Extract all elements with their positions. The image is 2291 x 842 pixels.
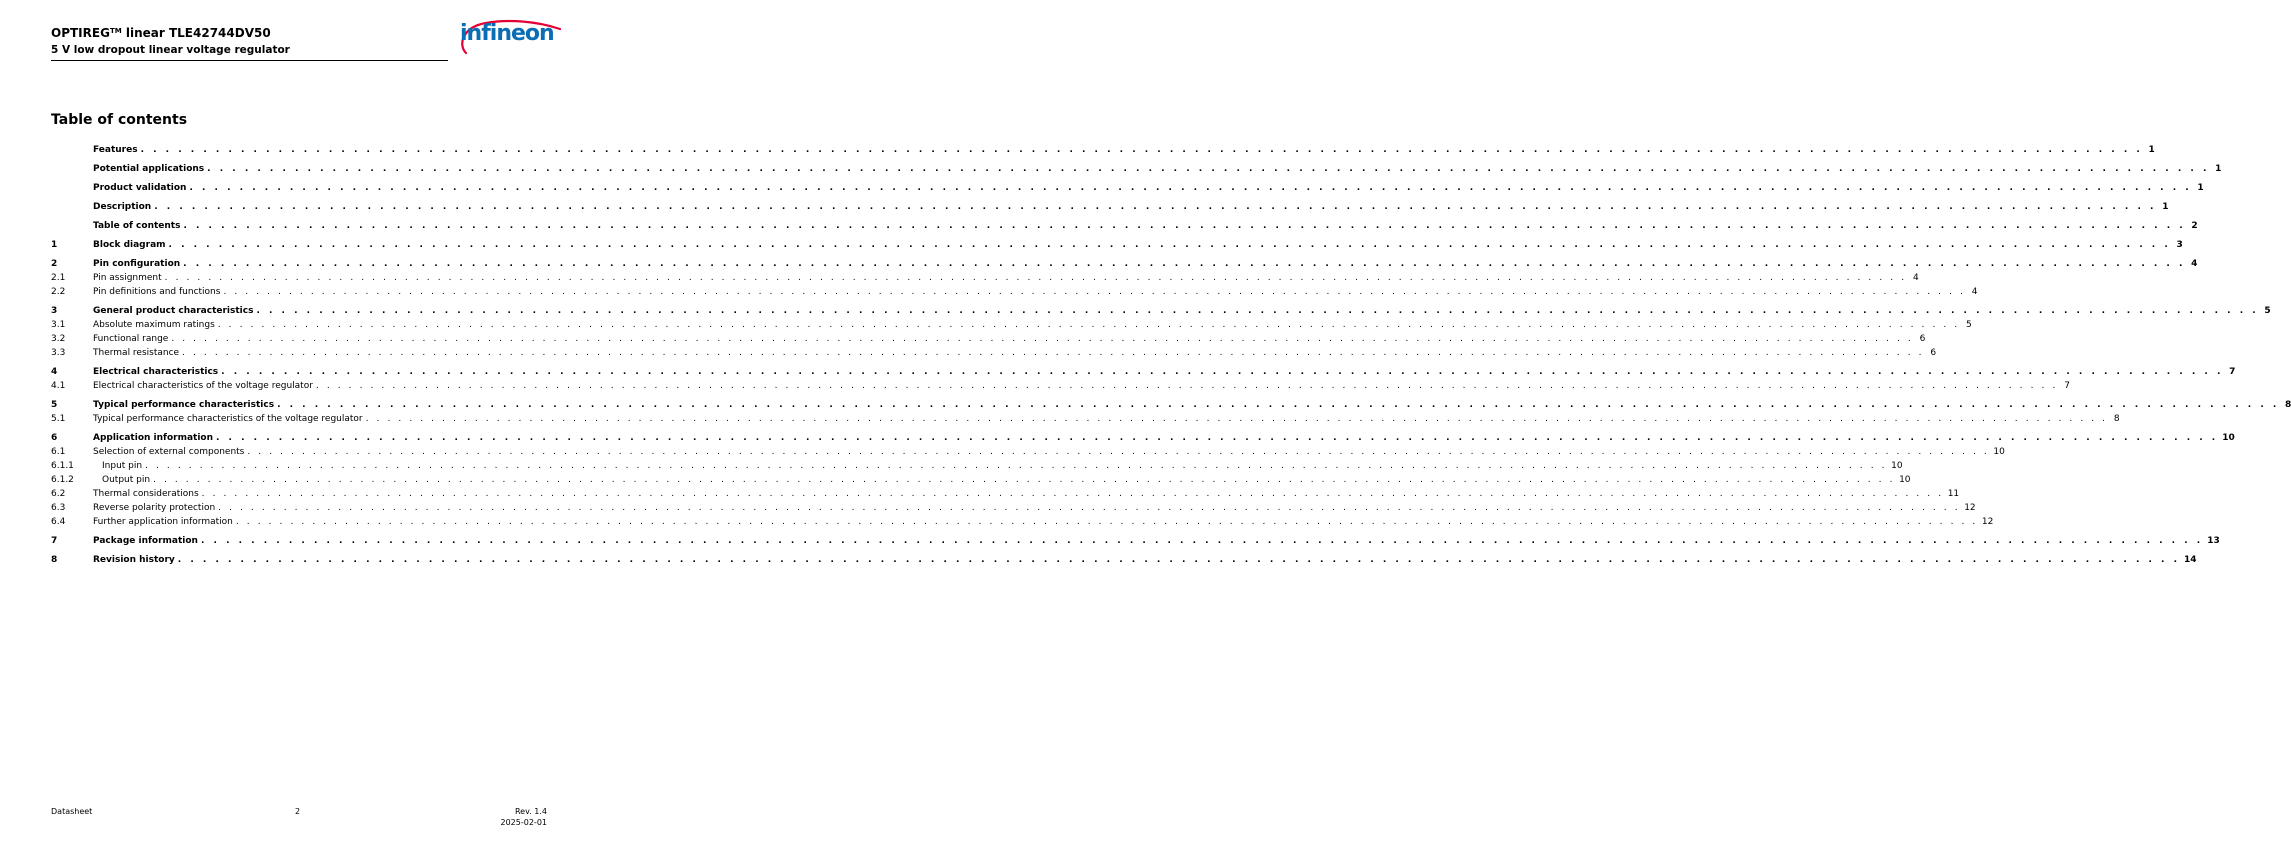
toc-entry-label: Pin definitions and functions: [93, 287, 221, 297]
toc-leader-dots: . . . . . . . . . . . . . . . . . . . . . . . . . . . . . . . . . . . . . . . . . . . . . . . . . . . . . . . . . . . . . . . . . . . . . . . . . . . . . . . . . . . . . . . . . . . . . . . . . . . . . . . . . . . . . . . . . . . . . . . . . . . . . . . . . . . . . . . . . . . . . . . . . . . . . . . . . . . . . . . .: [221, 367, 2224, 377]
header-rule: [51, 60, 448, 61]
toc-entry[interactable]: [51, 272, 1919, 285]
toc-leader-dots: . . . . . . . . . . . . . . . . . . . . . . . . . . . . . . . . . . . . . . . . . . . . . . . . . . . . . . . . . . . . . . . . . . . . . . . . . . . . . . . . . . . . . . . . . . . . . . . . . . . . . . . . . . . . . . . . . . . . . . . . . . . . . . . . . . . . . . . . . . . . . . . . . . . . . . . . . . . . . . . .: [277, 400, 2280, 410]
toc-leader-dots: . . . . . . . . . . . . . . . . . . . . . . . . . . . . . . . . . . . . . . . . . . . . . . . . . . . . . . . . . . . . . . . . . . . . . . . . . . . . . . . . . . . . . . . . . . . . . . . . . . . . . . . . . . . . . . . . . . . . . . . . . . . . . . . . . . . . . . . . . . . . . . . . . . . . . . . . . . . . . . . .: [200, 536, 2204, 546]
toc-entry-body: [93, 319, 1972, 332]
document-title: [51, 24, 451, 41]
toc-entry-body: [93, 258, 2198, 271]
toc-entry-label: Thermal considerations: [93, 489, 199, 499]
toc-entry-page: 1: [2215, 164, 2222, 174]
toc-entry-page: 14: [2184, 555, 2197, 565]
title-prefix: OPTIREG: [51, 26, 110, 40]
toc-entry-number: 6: [51, 433, 58, 443]
toc-entry-page: 6: [1919, 334, 1926, 344]
toc-entry-page: 10: [1891, 461, 1903, 471]
toc-entry-body: [93, 413, 2120, 426]
toc-entry-number: 1: [51, 240, 58, 250]
toc-entry-page: 7: [2229, 367, 2236, 377]
toc-entry-page: 7: [2064, 381, 2070, 391]
toc-entry-page: 13: [2207, 536, 2220, 546]
toc-leader-dots: . . . . . . . . . . . . . . . . . . . . . . . . . . . . . . . . . . . . . . . . . . . . . . . . . . . . . . . . . . . . . . . . . . . . . . . . . . . . . . . . . . . . . . . . . . . . . . . . . . . . . . . . . . . . . . . . . . . . . . . . . . . . . . . . . . . . . . . . . . . . . . . . . . . . . . . . . . . . . . . .: [182, 348, 1925, 358]
toc-entry-body: [93, 399, 2291, 412]
toc-entry-page: 6: [1930, 348, 1937, 358]
toc-entry-page: 1: [2197, 183, 2204, 193]
toc-entry-page: 5: [1966, 320, 1972, 330]
footer-page-number: 2: [295, 807, 301, 816]
toc-entry-body: [93, 182, 2204, 195]
toc-leader-dots: . . . . . . . . . . . . . . . . . . . . . . . . . . . . . . . . . . . . . . . . . . . . . . . . . . . . . . . . . . . . . . . . . . . . . . . . . . . . . . . . . . . . . . . . . . . . . . . . . . . . . . . . . . . . . . . . . . . . . . . . . . . . . . . . . . . . . . . . . . . . . . . . . . . . . . . . . . . . . . . .: [171, 334, 1914, 344]
toc-entry-page: 10: [1993, 447, 2005, 457]
toc-entry-page: 10: [2222, 433, 2235, 443]
toc-entry-page: 1: [2162, 202, 2169, 212]
toc-entry-label: Application information: [93, 433, 213, 443]
toc-entry-label: Absolute maximum ratings: [93, 320, 215, 330]
toc-entry-label: Potential applications: [93, 164, 205, 174]
toc-leader-dots: . . . . . . . . . . . . . . . . . . . . . . . . . . . . . . . . . . . . . . . . . . . . . . . . . . . . . . . . . . . . . . . . . . . . . . . . . . . . . . . . . . . . . . . . . . . . . . . . . . . . . . . . . . . . . . . . . . . . . . . . . . . . . . . . . . . . . . . . . . . . . . . . . . . . . . . . . . . . . . . .: [315, 381, 2058, 391]
footer-date: 2025-02-01: [500, 818, 547, 827]
infineon-logo: [456, 15, 564, 59]
toc-entry-body: [93, 366, 2236, 379]
toc-entry-body: [93, 220, 2198, 233]
toc-entry-number: 6.4: [51, 517, 66, 527]
toc-entry-body: [93, 502, 1976, 515]
toc-entry[interactable]: [51, 474, 1911, 487]
toc-entry-page: 8: [2285, 400, 2291, 410]
toc-entry-body: [93, 144, 2155, 157]
toc-entry-number: 6.1.1: [51, 461, 74, 471]
toc-entry-page: 12: [1964, 503, 1976, 513]
toc-entry-body: [93, 432, 2235, 445]
toc-leader-dots: . . . . . . . . . . . . . . . . . . . . . . . . . . . . . . . . . . . . . . . . . . . . . . . . . . . . . . . . . . . . . . . . . . . . . . . . . . . . . . . . . . . . . . . . . . . . . . . . . . . . . . . . . . . . . . . . . . . . . . . . . . . . . . . . . . . . . . . . . . . . . . . . . . . . . . . . . . . . . . . .: [216, 433, 2219, 443]
toc-entry-number: 6.2: [51, 489, 66, 499]
toc-entry-number: 4: [51, 367, 58, 377]
toc-entry-body: [93, 201, 2169, 214]
toc-leader-dots: . . . . . . . . . . . . . . . . . . . . . . . . . . . . . . . . . . . . . . . . . . . . . . . . . . . . . . . . . . . . . . . . . . . . . . . . . . . . . . . . . . . . . . . . . . . . . . . . . . . . . . . . . . . . . . . . . . . . . . . . . . . . . . . . . . . . . . . . . . . . . . . . . . . . . . . . . . . . . . . .: [183, 259, 2186, 269]
toc-entry-number: 5: [51, 400, 58, 410]
toc-entry-body: [93, 286, 1978, 299]
toc-entry[interactable]: [51, 460, 1903, 473]
toc-leader-dots: . . . . . . . . . . . . . . . . . . . . . . . . . . . . . . . . . . . . . . . . . . . . . . . . . . . . . . . . . . . . . . . . . . . . . . . . . . . . . . . . . . . . . . . . . . . . . . . . . . . . . . . . . . . . . . . . . . . . . . . . . . . . . . . . . . . . . . . . . . . . . . . . . . . . . . . . . . . . . . . .: [201, 489, 1944, 499]
toc-entry-label: Block diagram: [93, 240, 166, 250]
toc-entry[interactable]: [51, 366, 2236, 379]
toc-entry-body: [93, 305, 2271, 318]
toc-entry[interactable]: [51, 305, 2271, 318]
toc-entry-body: [93, 516, 1994, 529]
toc-entry-page: 11: [1947, 489, 1960, 499]
toc-entry[interactable]: [51, 432, 2235, 445]
toc-leader-dots: . . . . . . . . . . . . . . . . . . . . . . . . . . . . . . . . . . . . . . . . . . . . . . . . . . . . . . . . . . . . . . . . . . . . . . . . . . . . . . . . . . . . . . . . . . . . . . . . . . . . . . . . . . . . . . . . . . . . . . . . . . . . . . . . . . . . . . . . . . . . . . . . . . . . . . . . . . . . . . . .: [256, 306, 2259, 316]
toc-entry[interactable]: [51, 163, 2222, 176]
toc-entry-number: 7: [51, 536, 58, 546]
toc-entry-page: 4: [1912, 273, 1919, 283]
toc-entry[interactable]: [51, 554, 2197, 567]
toc-entry-body: [93, 333, 1926, 346]
toc-entry[interactable]: [51, 319, 1972, 332]
toc-entry-label: Electrical characteristics: [93, 367, 219, 377]
footer-rev: Rev. 1.4: [514, 807, 547, 816]
title-suffix: linear TLE42744DV50: [121, 26, 271, 40]
toc-leader-dots: . . . . . . . . . . . . . . . . . . . . . . . . . . . . . . . . . . . . . . . . . . . . . . . . . . . . . . . . . . . . . . . . . . . . . . . . . . . . . . . . . . . . . . . . . . . . . . . . . . . . . . . . . . . . . . . . . . . . . . . . . . . . . . . . . . . . . . . . . . . . . . . . . . . . . . . . . . . . . . . .: [183, 221, 2186, 231]
toc-entry-body: [93, 347, 1937, 360]
toc-entry-number: 6.3: [51, 503, 66, 513]
page-header: [51, 24, 451, 57]
toc-leader-dots: . . . . . . . . . . . . . . . . . . . . . . . . . . . . . . . . . . . . . . . . . . . . . . . . . . . . . . . . . . . . . . . . . . . . . . . . . . . . . . . . . . . . . . . . . . . . . . . . . . . . . . . . . . . . . . . . . . . . . . . . . . . . . . . . . . . . . . . . . . . . . . . . . . . . . . . . . . . . . . . .: [218, 503, 1961, 513]
toc-entry[interactable]: [51, 399, 2291, 412]
toc-entry-label: Typical performance characteristics: [93, 400, 275, 410]
toc-leader-dots: . . . . . . . . . . . . . . . . . . . . . . . . . . . . . . . . . . . . . . . . . . . . . . . . . . . . . . . . . . . . . . . . . . . . . . . . . . . . . . . . . . . . . . . . . . . . . . . . . . . . . . . . . . . . . . . . . . . . . . . . . . . . . . . . . . . . . . . . . . . . . . . . . . . . . . . . . . . . . . . .: [154, 202, 2157, 212]
trademark-mark: TM: [109, 27, 122, 35]
toc-entry[interactable]: [51, 182, 2204, 195]
toc-leader-dots: . . . . . . . . . . . . . . . . . . . . . . . . . . . . . . . . . . . . . . . . . . . . . . . . . . . . . . . . . . . . . . . . . . . . . . . . . . . . . . . . . . . . . . . . . . . . . . . . . . . . . . . . . . . . . . . . . . . . . . . . . . . . . . . . . . . . . . . . . . . . . . . . . . . . . . . . . . . . . . . .: [168, 240, 2171, 250]
toc-entry-label: Electrical characteristics of the voltage regulator: [93, 381, 313, 391]
toc-entry-label: Package information: [93, 536, 198, 546]
toc-entry-page: 8: [2113, 414, 2120, 424]
toc-entry[interactable]: [51, 347, 1937, 360]
toc-entry-label: Output pin: [102, 475, 151, 485]
toc-entry-page: 5: [2264, 306, 2271, 316]
toc-entry-label: Selection of external components: [93, 447, 245, 457]
toc-entry-label: Reverse polarity protection: [93, 503, 216, 513]
toc-entry[interactable]: [51, 144, 2155, 157]
toc-entry-label: Typical performance characteristics of the voltage regulator: [93, 414, 363, 424]
toc-leader-dots: . . . . . . . . . . . . . . . . . . . . . . . . . . . . . . . . . . . . . . . . . . . . . . . . . . . . . . . . . . . . . . . . . . . . . . . . . . . . . . . . . . . . . . . . . . . . . . . . . . . . . . . . . . . . . . . . . . . . . . . . . . . . . . . . . . . . . . . . . . . . . . . . . . . . . . . . . . . . . . . .: [223, 287, 1966, 297]
toc-entry-page: 3: [2176, 240, 2183, 250]
footer-revision: [501, 806, 548, 828]
toc-entry-label: Revision history: [93, 555, 175, 565]
toc-leader-dots: . . . . . . . . . . . . . . . . . . . . . . . . . . . . . . . . . . . . . . . . . . . . . . . . . . . . . . . . . . . . . . . . . . . . . . . . . . . . . . . . . . . . . . . . . . . . . . . . . . . . . . . . . . . . . . . . . . . . . . . . . . . . . . . . . . . . . . . . . . . . . . . . . . . . . . . . . . . . . . . .: [207, 164, 2210, 174]
toc-entry[interactable]: [51, 413, 2120, 426]
toc-heading: Table of contents: [51, 112, 188, 128]
footer-doc-type: Datasheet: [51, 807, 93, 816]
toc-entry-body: [93, 535, 2220, 548]
toc-entry-number: 3.1: [51, 320, 66, 330]
toc-entry-body: [102, 460, 1903, 473]
toc-entry-label: Description: [93, 202, 152, 212]
toc-leader-dots: . . . . . . . . . . . . . . . . . . . . . . . . . . . . . . . . . . . . . . . . . . . . . . . . . . . . . . . . . . . . . . . . . . . . . . . . . . . . . . . . . . . . . . . . . . . . . . . . . . . . . . . . . . . . . . . . . . . . . . . . . . . . . . . . . . . . . . . . . . . . . . . . . . . . . . . . . . . . . . . .: [177, 555, 2181, 565]
toc-entry-number: 3.3: [51, 348, 66, 358]
toc-entry-number: 8: [51, 555, 58, 565]
toc-entry-number: 6.1: [51, 447, 66, 457]
toc-leader-dots: . . . . . . . . . . . . . . . . . . . . . . . . . . . . . . . . . . . . . . . . . . . . . . . . . . . . . . . . . . . . . . . . . . . . . . . . . . . . . . . . . . . . . . . . . . . . . . . . . . . . . . . . . . . . . . . . . . . . . . . . . . . . . . . . . . . . . . . . . . . . . . . . . . . . . . . . . . . . . . . .: [235, 517, 1978, 527]
toc-entry-body: [93, 239, 2183, 252]
toc-entry-number: 3.2: [51, 334, 66, 344]
toc-entry[interactable]: [51, 380, 2070, 393]
toc-entry-body: [93, 380, 2070, 393]
toc-leader-dots: . . . . . . . . . . . . . . . . . . . . . . . . . . . . . . . . . . . . . . . . . . . . . . . . . . . . . . . . . . . . . . . . . . . . . . . . . . . . . . . . . . . . . . . . . . . . . . . . . . . . . . . . . . . . . . . . . . . . . . . . . . . . . . . . . . . . . . . . . . . . . . . . . . . . . . . . . . . . . . . .: [365, 414, 2108, 424]
toc-entry-page: 10: [1899, 475, 1911, 485]
toc-entry[interactable]: [51, 258, 2198, 271]
toc-entry-body: [102, 474, 1911, 487]
toc-leader-dots: . . . . . . . . . . . . . . . . . . . . . . . . . . . . . . . . . . . . . . . . . . . . . . . . . . . . . . . . . . . . . . . . . . . . . . . . . . . . . . . . . . . . . . . . . . . . . . . . . . . . . . . . . . . . . . . . . . . . . . . . . . . . . . . . . . . . . . . . . . . . . . . . . . . . . . . . . . . . . . . .: [217, 320, 1960, 330]
toc-leader-dots: . . . . . . . . . . . . . . . . . . . . . . . . . . . . . . . . . . . . . . . . . . . . . . . . . . . . . . . . . . . . . . . . . . . . . . . . . . . . . . . . . . . . . . . . . . . . . . . . . . . . . . . . . . . . . . . . . . . . . . . . . . . . . . . . . . . . . . . . . . . . . . . . . . . . . . . . . . . . . . . .: [164, 273, 1907, 283]
toc-leader-dots: . . . . . . . . . . . . . . . . . . . . . . . . . . . . . . . . . . . . . . . . . . . . . . . . . . . . . . . . . . . . . . . . . . . . . . . . . . . . . . . . . . . . . . . . . . . . . . . . . . . . . . . . . . . . . . . . . . . . . . . . . . . . . . . . . . . . . . . . . . . . . . . . . . . . . . . . . . . . . . . .: [145, 461, 1888, 471]
toc-entry-number: 2: [51, 259, 58, 269]
toc-entry-number: 3: [51, 306, 58, 316]
toc-entry-number: 4.1: [51, 381, 66, 391]
toc-entry[interactable]: [51, 516, 1994, 529]
toc-leader-dots: . . . . . . . . . . . . . . . . . . . . . . . . . . . . . . . . . . . . . . . . . . . . . . . . . . . . . . . . . . . . . . . . . . . . . . . . . . . . . . . . . . . . . . . . . . . . . . . . . . . . . . . . . . . . . . . . . . . . . . . . . . . . . . . . . . . . . . . . . . . . . . . . . . . . . . . . . . . . . . . .: [153, 475, 1896, 485]
toc-entry-label: Functional range: [93, 334, 169, 344]
toc-entry-page: 2: [2191, 221, 2198, 231]
toc-entry-number: 5.1: [51, 414, 66, 424]
toc-entry-body: [93, 488, 1960, 501]
toc-entry-body: [93, 272, 1919, 285]
toc-entry[interactable]: [51, 535, 2220, 548]
toc-entry-label: Pin assignment: [93, 273, 162, 283]
toc-entry-number: 6.1.2: [51, 475, 74, 485]
toc-entry-label: Table of contents: [93, 221, 181, 231]
toc-entry[interactable]: [51, 488, 1960, 501]
toc-entry-label: Thermal resistance: [93, 348, 180, 358]
toc-entry-number: 2.2: [51, 287, 66, 297]
toc-entry[interactable]: [51, 333, 1926, 346]
toc-entry-page: 12: [1981, 517, 1994, 527]
toc-entry-number: 2.1: [51, 273, 66, 283]
toc-entry-body: [93, 446, 2005, 459]
toc-entry-page: 4: [2191, 259, 2198, 269]
toc-entry-label: Pin configuration: [93, 259, 181, 269]
toc-leader-dots: . . . . . . . . . . . . . . . . . . . . . . . . . . . . . . . . . . . . . . . . . . . . . . . . . . . . . . . . . . . . . . . . . . . . . . . . . . . . . . . . . . . . . . . . . . . . . . . . . . . . . . . . . . . . . . . . . . . . . . . . . . . . . . . . . . . . . . . . . . . . . . . . . . . . . . . . . . . . . . . .: [140, 145, 2143, 155]
toc-entry-label: Further application information: [93, 517, 233, 527]
toc-entry-body: [93, 554, 2197, 567]
document-subtitle: 5 V low dropout linear voltage regulator: [51, 44, 290, 56]
logo-wordmark: infineon: [460, 21, 554, 46]
toc-entry[interactable]: [51, 446, 2005, 459]
toc-leader-dots: . . . . . . . . . . . . . . . . . . . . . . . . . . . . . . . . . . . . . . . . . . . . . . . . . . . . . . . . . . . . . . . . . . . . . . . . . . . . . . . . . . . . . . . . . . . . . . . . . . . . . . . . . . . . . . . . . . . . . . . . . . . . . . . . . . . . . . . . . . . . . . . . . . . . . . . . . . . . . . . .: [189, 183, 2192, 193]
toc-entry[interactable]: [51, 502, 1976, 515]
toc-entry[interactable]: [51, 201, 2169, 214]
toc-entry[interactable]: [51, 239, 2183, 252]
toc-entry-page: 1: [2148, 145, 2155, 155]
toc-entry-label: Input pin: [102, 461, 143, 471]
toc-entry-label: Features: [93, 145, 138, 155]
toc-entry-label: Product validation: [93, 183, 187, 193]
toc-entry-label: General product characteristics: [93, 306, 254, 316]
toc-entry[interactable]: [51, 220, 2198, 233]
toc-entry-body: [93, 163, 2222, 176]
toc-entry-page: 4: [1971, 287, 1978, 297]
toc-leader-dots: . . . . . . . . . . . . . . . . . . . . . . . . . . . . . . . . . . . . . . . . . . . . . . . . . . . . . . . . . . . . . . . . . . . . . . . . . . . . . . . . . . . . . . . . . . . . . . . . . . . . . . . . . . . . . . . . . . . . . . . . . . . . . . . . . . . . . . . . . . . . . . . . . . . . . . . . . . . . . . . .: [247, 447, 1990, 457]
toc-entry[interactable]: [51, 286, 1978, 299]
